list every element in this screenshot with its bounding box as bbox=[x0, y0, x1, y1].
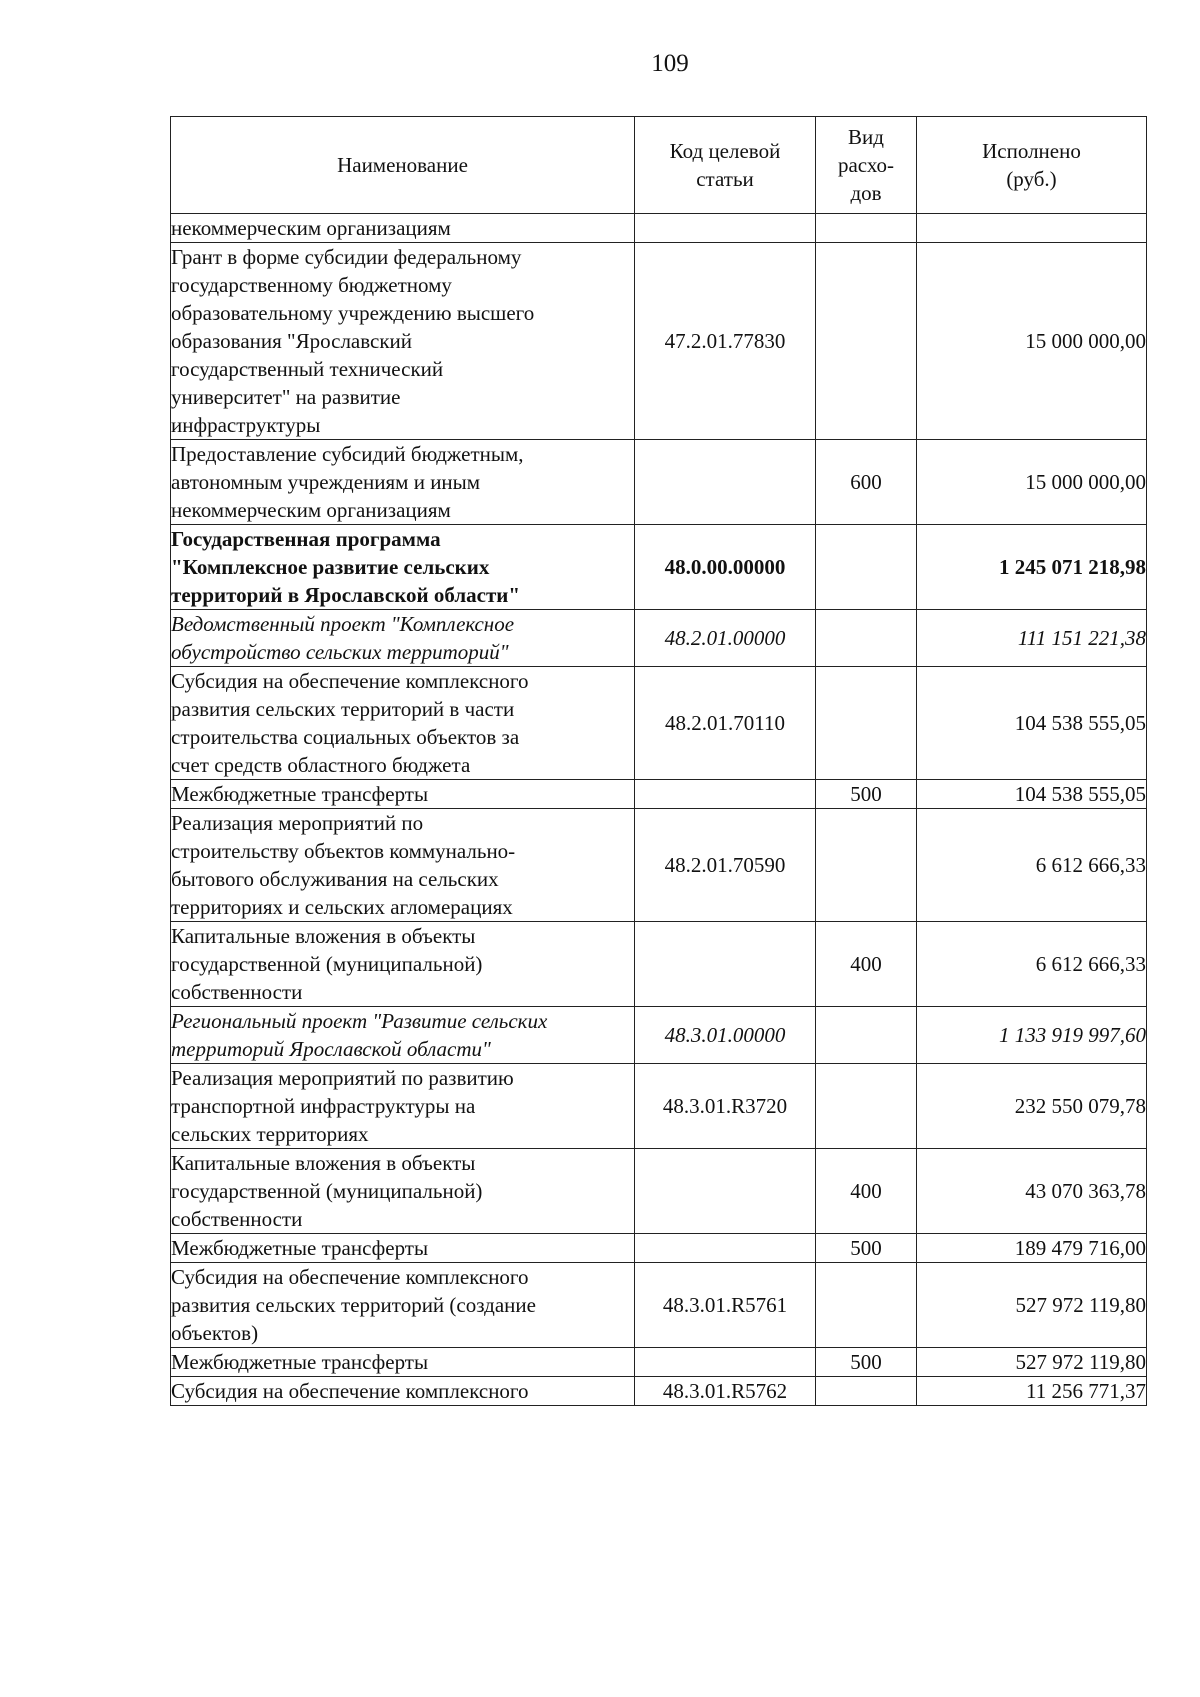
header-code-line: Код целевой bbox=[669, 139, 781, 163]
cell-name-line: территорий Ярославской области" bbox=[171, 1037, 491, 1061]
cell-kind: 500 bbox=[816, 1234, 917, 1263]
cell-code bbox=[635, 214, 816, 243]
cell-name-line: сельских территориях bbox=[171, 1122, 369, 1146]
cell-name-line: Межбюджетные трансферты bbox=[171, 1236, 429, 1260]
header-code bbox=[635, 117, 816, 214]
table-row bbox=[171, 1007, 1147, 1064]
cell-name-line: объектов) bbox=[171, 1321, 259, 1345]
header-code-line: статьи bbox=[696, 167, 754, 191]
table-row bbox=[171, 1149, 1147, 1234]
cell-name-line: Реализация мероприятий по bbox=[171, 811, 424, 835]
cell-kind: 500 bbox=[816, 1348, 917, 1377]
cell-name-line: Межбюджетные трансферты bbox=[171, 782, 429, 806]
cell-name-line: развития сельских территорий (создание bbox=[171, 1293, 536, 1317]
cell-name-line: автономным учреждениям и иным bbox=[171, 470, 481, 494]
cell-kind bbox=[816, 610, 917, 667]
cell-sum: 1 245 071 218,98 bbox=[917, 525, 1147, 610]
header-kind-line: дов bbox=[850, 181, 882, 205]
cell-code bbox=[635, 1348, 816, 1377]
cell-code: 48.3.01.R5761 bbox=[635, 1263, 816, 1348]
table-row bbox=[171, 243, 1147, 440]
cell-kind bbox=[816, 809, 917, 922]
cell-name-line: Государственная программа bbox=[171, 527, 441, 551]
table-row bbox=[171, 610, 1147, 667]
table-row bbox=[171, 922, 1147, 1007]
cell-name-line: собственности bbox=[171, 980, 303, 1004]
table-body bbox=[171, 214, 1147, 1406]
cell-name bbox=[171, 1149, 635, 1234]
page-number: 109 bbox=[651, 50, 689, 77]
cell-name-line: некоммерческим организациям bbox=[171, 498, 451, 522]
cell-sum: 104 538 555,05 bbox=[917, 780, 1147, 809]
cell-name-line: образовательному учреждению высшего bbox=[171, 301, 535, 325]
cell-name bbox=[171, 922, 635, 1007]
cell-name bbox=[171, 1348, 635, 1377]
cell-kind: 400 bbox=[816, 1149, 917, 1234]
cell-code: 48.3.01.R5762 bbox=[635, 1377, 816, 1406]
cell-name bbox=[171, 809, 635, 922]
cell-kind: 400 bbox=[816, 922, 917, 1007]
cell-name-line: Капитальные вложения в объекты bbox=[171, 924, 476, 948]
budget-table bbox=[170, 116, 1147, 1406]
cell-name bbox=[171, 214, 635, 243]
cell-name-line: университет" на развитие bbox=[171, 385, 401, 409]
cell-kind bbox=[816, 1007, 917, 1064]
cell-name-line: Субсидия на обеспечение комплексного bbox=[171, 1379, 529, 1403]
cell-sum: 1 133 919 997,60 bbox=[917, 1007, 1147, 1064]
cell-name-line: государственный технический bbox=[171, 357, 444, 381]
cell-sum: 6 612 666,33 bbox=[917, 809, 1147, 922]
cell-name-line: Межбюджетные трансферты bbox=[171, 1350, 429, 1374]
cell-code bbox=[635, 440, 816, 525]
cell-name-line: бытового обслуживания на сельских bbox=[171, 867, 499, 891]
cell-name-line: территориях и сельских агломерациях bbox=[171, 895, 513, 919]
table-row bbox=[171, 440, 1147, 525]
cell-sum: 104 538 555,05 bbox=[917, 667, 1147, 780]
header-row bbox=[171, 117, 1147, 214]
cell-name bbox=[171, 1263, 635, 1348]
header-name-line: Наименование bbox=[337, 153, 468, 177]
cell-name-line: Предоставление субсидий бюджетным, bbox=[171, 442, 524, 466]
cell-name-line: государственному бюджетному bbox=[171, 273, 452, 297]
cell-code: 47.2.01.77830 bbox=[635, 243, 816, 440]
cell-name-line: инфраструктуры bbox=[171, 413, 321, 437]
header-kind bbox=[816, 117, 917, 214]
cell-kind: 600 bbox=[816, 440, 917, 525]
cell-kind bbox=[816, 525, 917, 610]
cell-sum: 111 151 221,38 bbox=[917, 610, 1147, 667]
cell-name bbox=[171, 1234, 635, 1263]
header-sum bbox=[917, 117, 1147, 214]
cell-sum: 15 000 000,00 bbox=[917, 440, 1147, 525]
table-row bbox=[171, 1377, 1147, 1406]
cell-code: 48.2.01.70590 bbox=[635, 809, 816, 922]
cell-name bbox=[171, 780, 635, 809]
table-row bbox=[171, 1064, 1147, 1149]
header-sum-line: Исполнено bbox=[982, 139, 1081, 163]
cell-code bbox=[635, 780, 816, 809]
cell-name-line: Субсидия на обеспечение комплексного bbox=[171, 669, 529, 693]
cell-name bbox=[171, 243, 635, 440]
cell-name-line: строительству объектов коммунально- bbox=[171, 839, 516, 863]
cell-name-line: обустройство сельских территорий" bbox=[171, 640, 509, 664]
cell-name-line: Реализация мероприятий по развитию bbox=[171, 1066, 514, 1090]
cell-name-line: государственной (муниципальной) bbox=[171, 1179, 483, 1203]
cell-name bbox=[171, 525, 635, 610]
cell-name-line: некоммерческим организациям bbox=[171, 216, 451, 240]
cell-name-line: строительства социальных объектов за bbox=[171, 725, 520, 749]
cell-code: 48.3.01.R3720 bbox=[635, 1064, 816, 1149]
cell-sum: 232 550 079,78 bbox=[917, 1064, 1147, 1149]
table-row bbox=[171, 1348, 1147, 1377]
header-name bbox=[171, 117, 635, 214]
header-sum-line: (руб.) bbox=[1006, 167, 1057, 191]
cell-sum: 43 070 363,78 bbox=[917, 1149, 1147, 1234]
cell-name-line: транспортной инфраструктуры на bbox=[171, 1094, 476, 1118]
cell-name-line: Субсидия на обеспечение комплексного bbox=[171, 1265, 529, 1289]
cell-name bbox=[171, 1377, 635, 1406]
cell-name-line: Капитальные вложения в объекты bbox=[171, 1151, 476, 1175]
cell-code: 48.2.01.70110 bbox=[635, 667, 816, 780]
cell-name bbox=[171, 1064, 635, 1149]
cell-code bbox=[635, 1234, 816, 1263]
table-row bbox=[171, 667, 1147, 780]
cell-name-line: Грант в форме субсидии федеральному bbox=[171, 245, 522, 269]
cell-sum: 11 256 771,37 bbox=[917, 1377, 1147, 1406]
cell-code bbox=[635, 1149, 816, 1234]
cell-name-line: счет средств областного бюджета bbox=[171, 753, 471, 777]
cell-sum: 527 972 119,80 bbox=[917, 1263, 1147, 1348]
table-row bbox=[171, 809, 1147, 922]
cell-sum: 6 612 666,33 bbox=[917, 922, 1147, 1007]
cell-name-line: образования "Ярославский bbox=[171, 329, 413, 353]
cell-name bbox=[171, 440, 635, 525]
cell-kind bbox=[816, 667, 917, 780]
cell-kind bbox=[816, 1064, 917, 1149]
table-row bbox=[171, 1234, 1147, 1263]
cell-name-line: развития сельских территорий в части bbox=[171, 697, 515, 721]
cell-kind: 500 bbox=[816, 780, 917, 809]
cell-name-line: собственности bbox=[171, 1207, 303, 1231]
cell-kind bbox=[816, 1377, 917, 1406]
cell-name-line: государственной (муниципальной) bbox=[171, 952, 483, 976]
cell-kind bbox=[816, 1263, 917, 1348]
cell-kind bbox=[816, 214, 917, 243]
table-row bbox=[171, 525, 1147, 610]
cell-sum: 527 972 119,80 bbox=[917, 1348, 1147, 1377]
table-row bbox=[171, 214, 1147, 243]
cell-sum: 189 479 716,00 bbox=[917, 1234, 1147, 1263]
cell-code: 48.3.01.00000 bbox=[635, 1007, 816, 1064]
table-row bbox=[171, 780, 1147, 809]
cell-code: 48.0.00.00000 bbox=[635, 525, 816, 610]
table-row bbox=[171, 1263, 1147, 1348]
cell-sum: 15 000 000,00 bbox=[917, 243, 1147, 440]
header-kind-line: Вид bbox=[848, 125, 884, 149]
cell-name-line: Региональный проект "Развитие сельских bbox=[171, 1009, 548, 1033]
cell-name bbox=[171, 610, 635, 667]
cell-kind bbox=[816, 243, 917, 440]
cell-code bbox=[635, 922, 816, 1007]
cell-code: 48.2.01.00000 bbox=[635, 610, 816, 667]
header-kind-line: расхо- bbox=[837, 153, 895, 177]
cell-name bbox=[171, 1007, 635, 1064]
cell-name bbox=[171, 667, 635, 780]
cell-name-line: "Комплексное развитие сельских bbox=[171, 555, 490, 579]
cell-name-line: Ведомственный проект "Комплексное bbox=[171, 612, 515, 636]
cell-sum bbox=[917, 214, 1147, 243]
cell-name-line: территорий в Ярославской области" bbox=[171, 583, 521, 607]
